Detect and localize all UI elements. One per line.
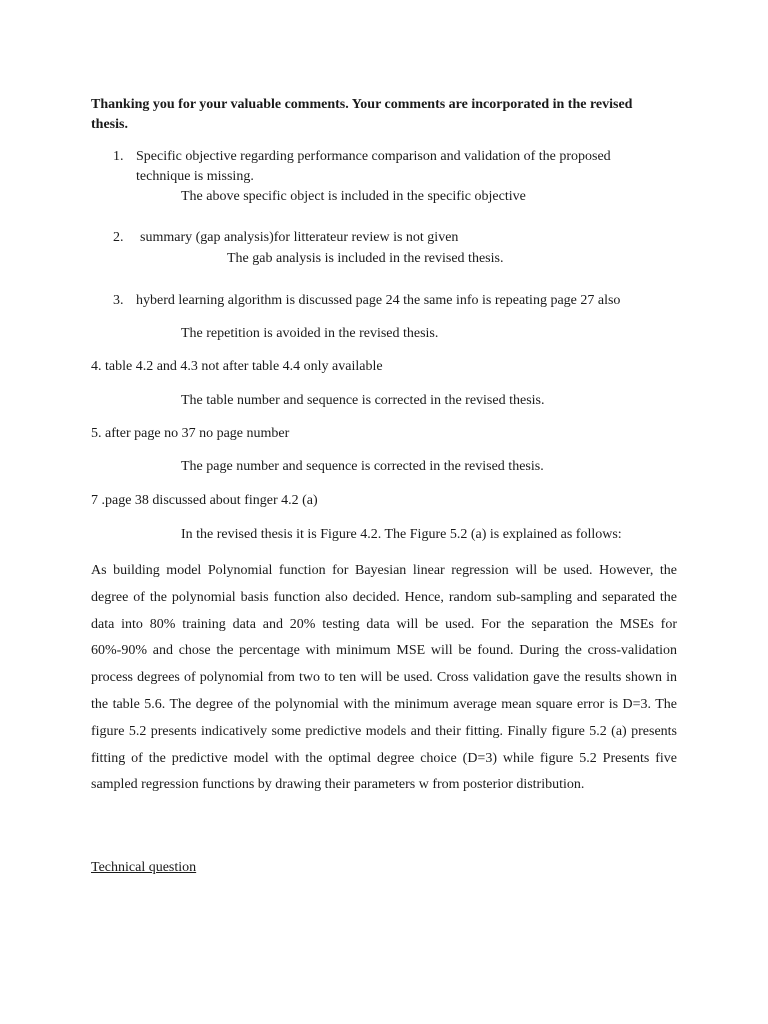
item-2-number: 2. <box>113 230 124 245</box>
item-7-response: In the revised thesis it is Figure 4.2. The Figure 5.2 (a) is explained as follows: <box>181 527 622 542</box>
explanation-paragraph: As building model Polynomial function for Bayesian linear regression will be used. However, the degree of the polynomial basis function also decided. Hence, random sub-sampling and separated the data into 80% training data and 20% testing data will be used. For the separation the MSEs for 60%-90% and chose the percentage with minimum MSE will be found. During the cross-validation process degrees of polynomial from two to ten will be used. Cross validation gave the results shown in the table 5.6. The degree of the polynomial with the minimum average mean square error is D=3. The figure 5.2 presents indicatively some predictive models and their fitting. Finally figure 5.2 (a) presents fitting of the predictive model with the optimal degree choice (D=3) while figure 5.2 Presents five sampled regression functions by drawing their parameters w from posterior distribution. <box>91 563 677 793</box>
item-1-response: The above specific object is included in the specific objective <box>181 189 526 204</box>
item-1-comment-line-1: Specific objective regarding performance comparison and validation of the proposed <box>136 149 611 164</box>
item-4-comment: 4. table 4.2 and 4.3 not after table 4.4 only available <box>91 359 383 374</box>
item-2-response: The gab analysis is included in the revised thesis. <box>227 251 504 266</box>
intro-heading: Thanking you for your valuable comments. Your comments are incorporated in the revised thesis. <box>91 97 633 132</box>
item-1-number: 1. <box>113 149 124 164</box>
item-7-comment: 7 .page 38 discussed about finger 4.2 (a) <box>91 493 318 508</box>
item-2-comment: summary (gap analysis)for litterateur review is not given <box>140 230 459 245</box>
item-5-response: The page number and sequence is corrected in the revised thesis. <box>181 459 544 474</box>
item-4-response: The table number and sequence is corrected in the revised thesis. <box>181 393 545 408</box>
item-3-number: 3. <box>113 293 124 308</box>
item-5-comment: 5. after page no 37 no page number <box>91 426 290 441</box>
item-3-comment: hyberd learning algorithm is discussed page 24 the same info is repeating page 27 also <box>136 293 621 308</box>
item-1-comment-line-2: technique is missing. <box>136 169 254 184</box>
item-3-response: The repetition is avoided in the revised thesis. <box>181 326 439 341</box>
technical-question-heading: Technical question <box>91 860 197 875</box>
